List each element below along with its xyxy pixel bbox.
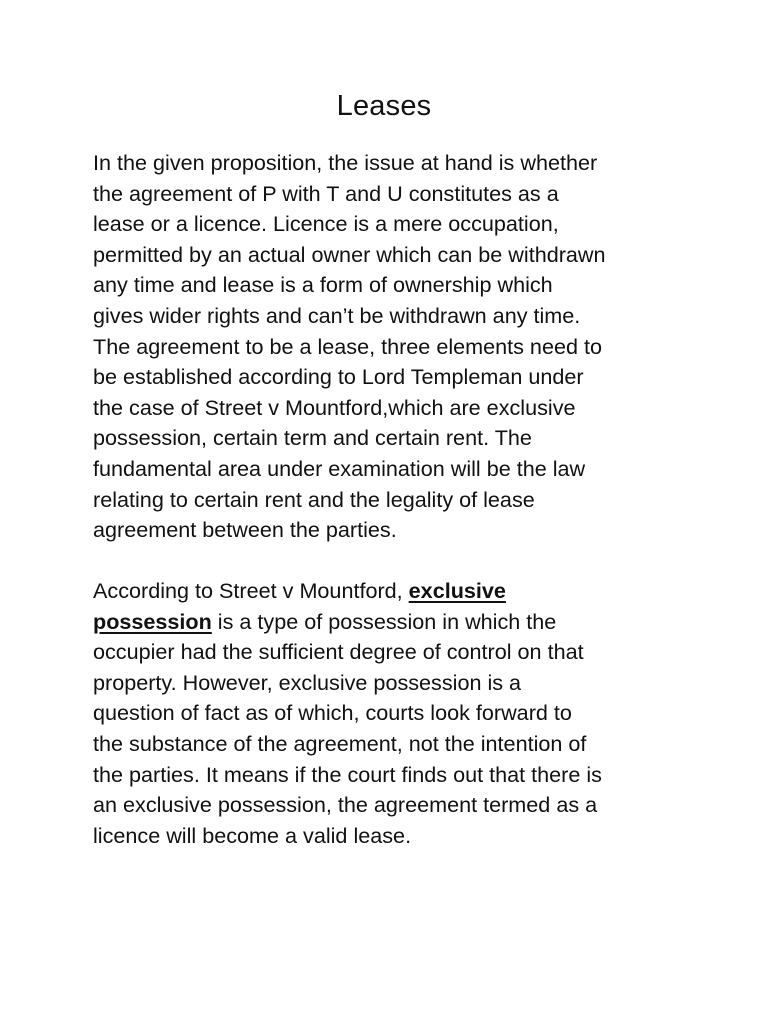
line-text: According to Street v Mountford, <box>93 578 409 603</box>
line-text: is a type of possession in which the <box>211 608 557 634</box>
paragraph-line: occupier had the sufficient degree of control on that <box>93 639 584 665</box>
paragraph-line: licence will become a valid lease. <box>93 822 412 848</box>
paragraph-line: relating to certain rent and the legality of lease <box>93 486 535 512</box>
paragraph-line: In the given proposition, the issue at hand is whether <box>93 150 598 175</box>
paragraph-line <box>93 576 693 607</box>
paragraph-line: possession, certain term and certain rent. The <box>93 425 532 451</box>
paragraph-line: the case of Street v Mountford,which are exclusive <box>93 394 576 420</box>
paragraph-line: agreement between the parties. <box>93 517 397 543</box>
paragraph-line: the substance of the agreement, not the intention of <box>93 730 587 756</box>
paragraph-line: an exclusive possession, the agreement termed as a <box>93 792 598 818</box>
document-title: Leases <box>336 90 432 122</box>
paragraph-line: any time and lease is a form of ownership which <box>93 272 553 298</box>
paragraph-line: gives wider rights and can’t be withdrawn any time. <box>93 302 581 328</box>
paragraph-2 <box>93 576 693 851</box>
paragraph-line: The agreement to be a lease, three elements need to <box>93 333 602 359</box>
paragraph-line: fundamental area under examination will be the law <box>93 455 586 481</box>
paragraph-line: property. However, exclusive possession is a <box>93 669 522 695</box>
paragraph-line: the agreement of P with T and U constitutes as a <box>93 180 559 206</box>
emphasized-term: exclusive <box>408 578 506 603</box>
paragraph-line <box>93 607 693 638</box>
paragraph-1 <box>93 148 693 546</box>
paragraph-line: permitted by an actual owner which can be withdrawn <box>93 241 606 267</box>
emphasized-term: possession <box>93 608 212 634</box>
paragraph-line: question of fact as of which, courts look forward to <box>93 700 572 726</box>
paragraph-line: lease or a licence. Licence is a mere occupation, <box>93 211 559 237</box>
paragraph-line: the parties. It means if the court finds out that there is <box>93 761 602 787</box>
paragraph-line: be established according to Lord Templeman under <box>93 364 584 390</box>
